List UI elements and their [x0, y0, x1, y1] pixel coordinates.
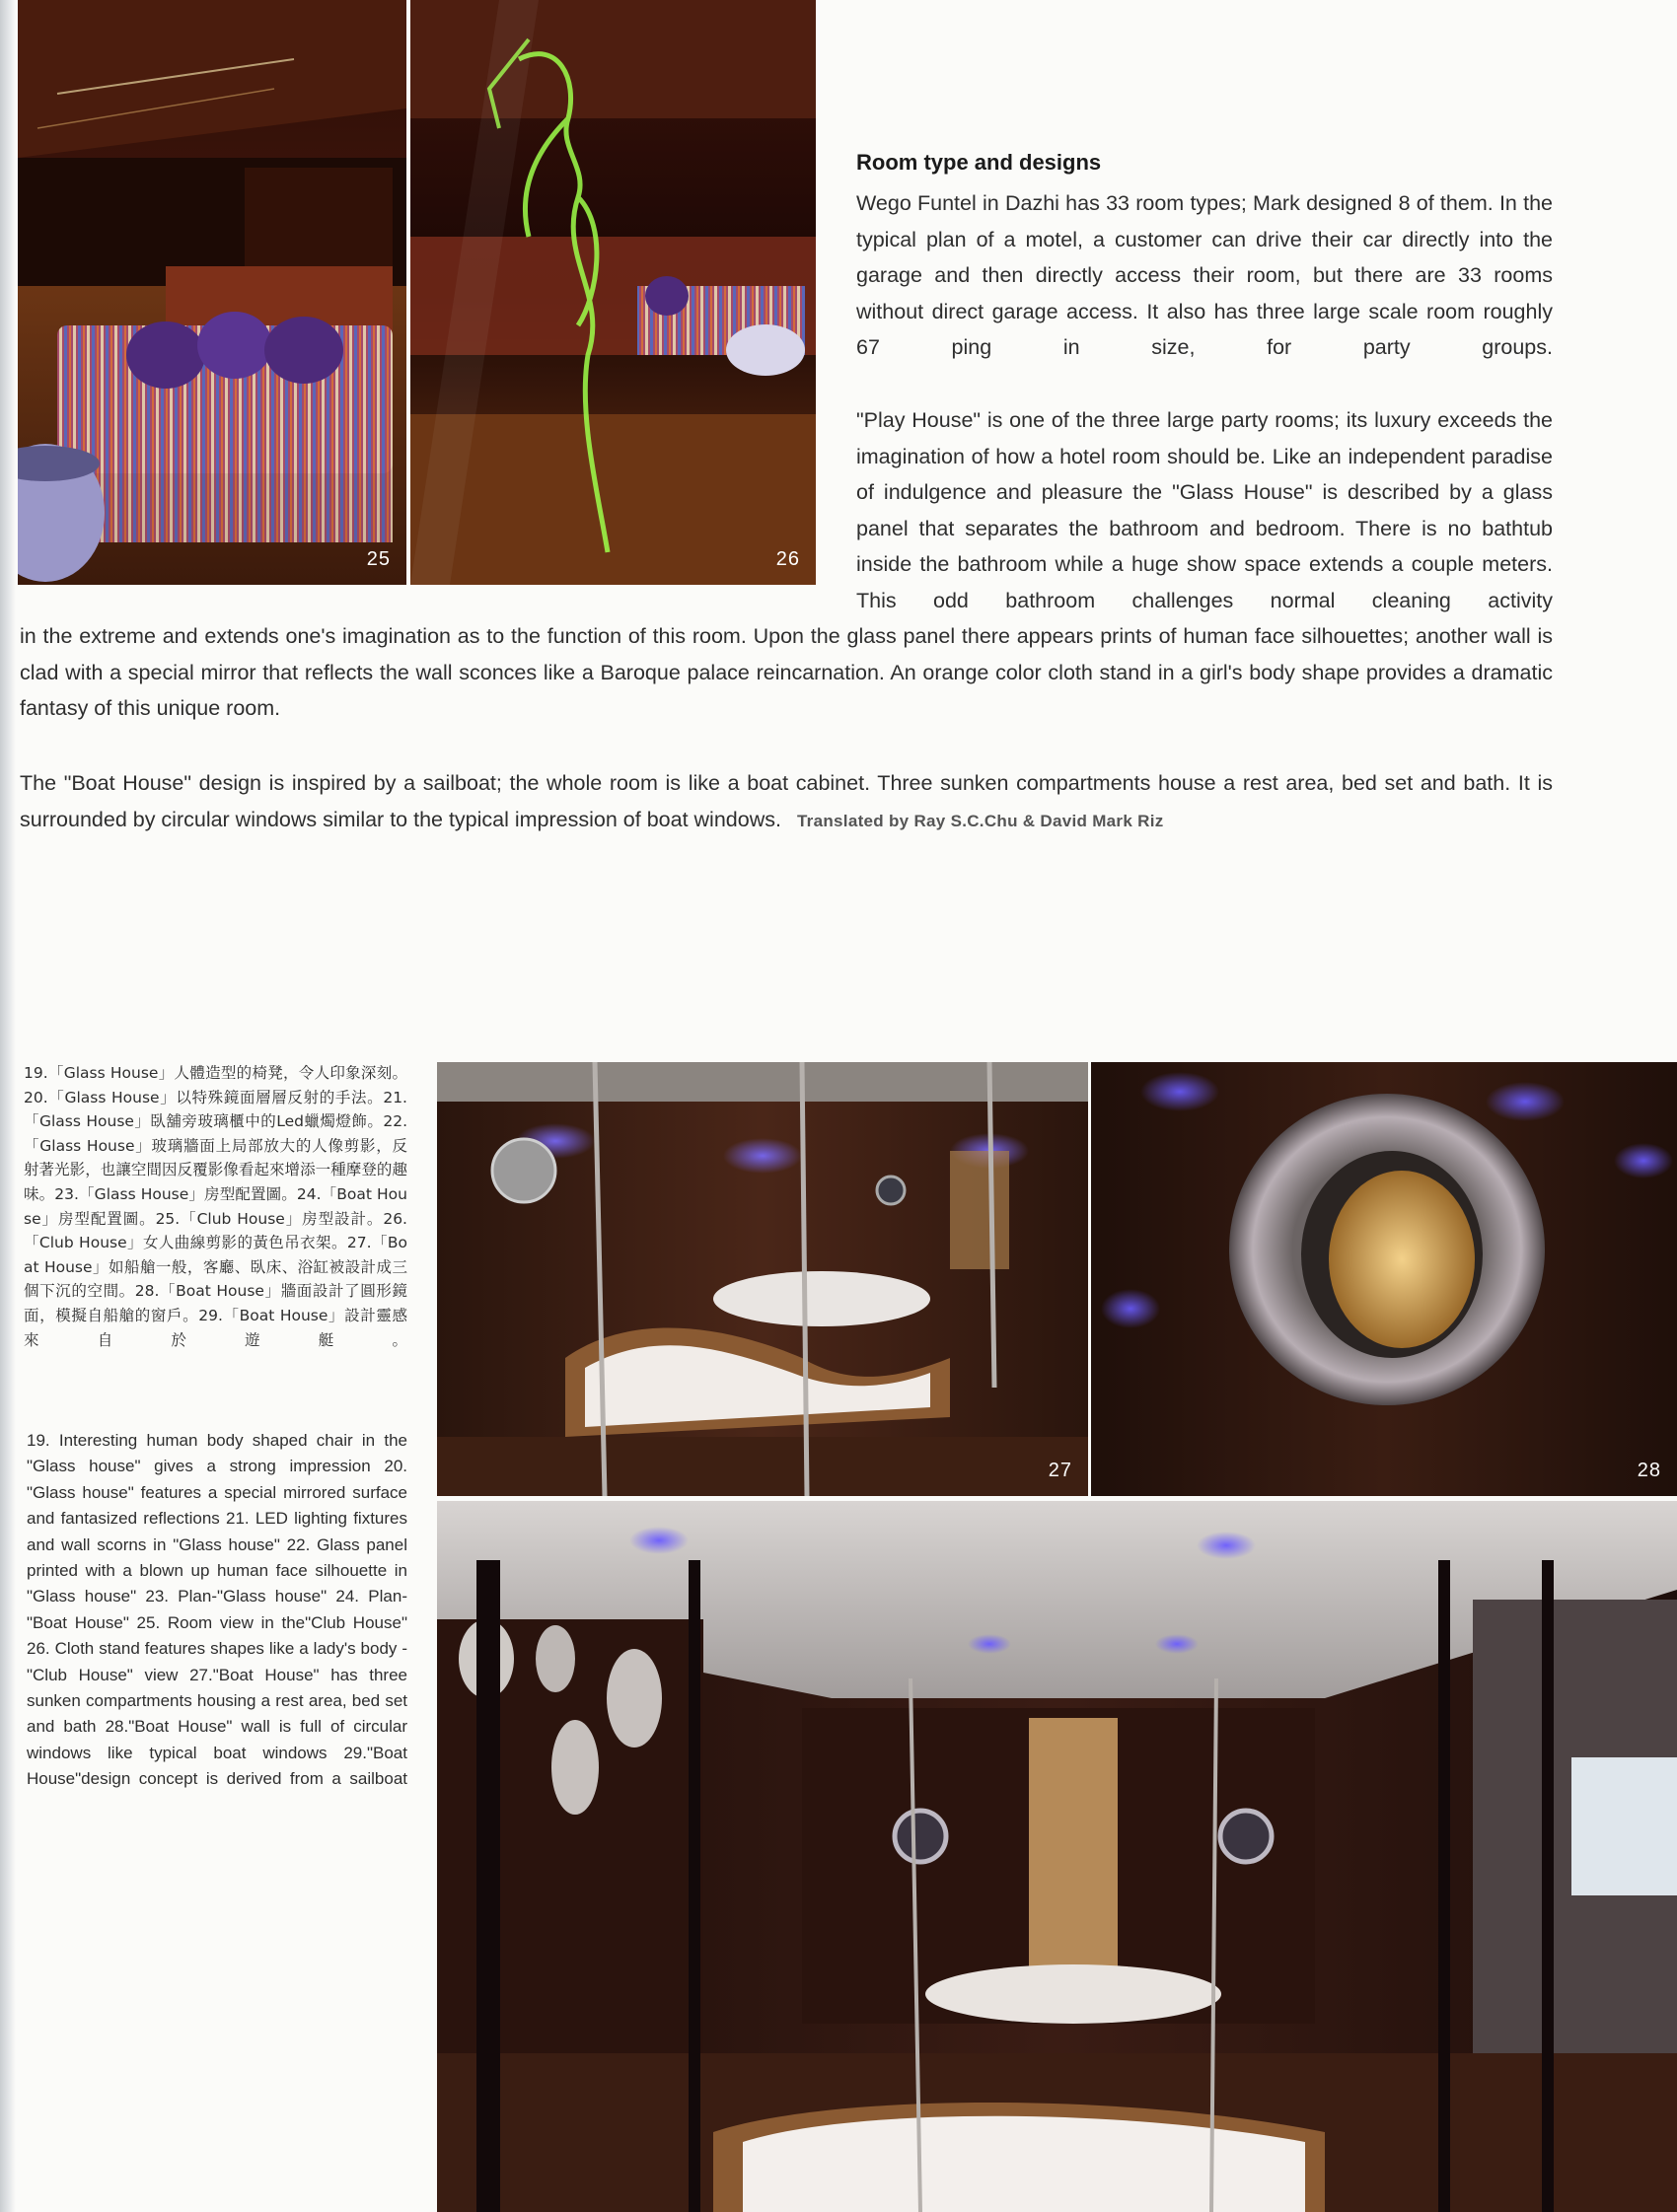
paragraph-text: Wego Funtel in Dazhi has 33 room types; Mark designed 8 of them. In the typical plan of a motel, a customer can drive their car directly into the garage and then directly access their room, but there are 33 rooms without direct garage access. It also has three large scale room roughly 67 ping in size, for party groups. [856, 191, 1553, 360]
photo-25-club-house-lounge [18, 0, 406, 585]
translation-credit: Translated by Ray S.C.Chu & David Mark Riz [796, 811, 1164, 830]
photo-26-cloth-stand [410, 0, 816, 585]
binding-edge [0, 0, 16, 2212]
photo-29-boat-house-interior [437, 1501, 1677, 2212]
paragraph-room-types [856, 185, 1553, 366]
paragraph-play-house-wide [20, 618, 1553, 727]
photo-number: 25 [366, 548, 391, 570]
paragraph-text: "Play House" is one of the three large party rooms; its luxury exceeds the imagination of how a hotel room should be. Like an independent paradise of indulgence and pleasure the "Glass House" is described by a glass panel that separates the bathroom and bedroom. There is no bathtub inside the bathroom while a huge show space extends a couple meters. This odd bathroom challenges normal cleaning activity [856, 408, 1553, 612]
section-heading: Room type and designs [856, 150, 1102, 175]
caption-chinese: 19.「Glass House」人體造型的椅凳，令人印象深刻。20.「Glass House」以特殊鏡面層層反射的手法。21.「Glass House」臥舖旁玻璃櫃中的Led蠟燭燈飾。22.「Glass House」玻璃牆面上局部放大的人像剪影，反射著光影，也讓空間因反覆影像看起來增添一種摩登的趣味。23.「Glass House」房型配置圖。24.「Boat House」房型配置圖。25.「Club House」房型設計。26.「Club House」女人曲線剪影的黃色吊衣架。27.「Boat House」如船艙一般，客廳、臥床、浴缸被設計成三個下沉的空間。28.「Boat House」牆面設計了圓形鏡面，模擬自船艙的窗戶。29.「Boat House」設計靈感來自於遊艇。 [24, 1064, 407, 1349]
paragraph-play-house-narrow [856, 402, 1553, 619]
caption-english: 19. Interesting human body shaped chair in the "Glass house" gives a strong impression 20. "Glass house" features a special mirrored surface and fantasized reflections 21. LED lighting fixtures and wall scorns in "Glass house" 22. Glass panel printed with a blown up human face silhouette in "Glass house" 23. Plan-"Glass house" 24. Plan-"Boat House" 25. Room view in the"Club House" 26. Cloth stand features shapes like a lady's body -"Club House" view 27."Boat House" has three sunken compartments housing a rest area, bed set and bath 28."Boat House" wall is full of circular windows like typical boat windows 29."Boat House"design concept is derived from a sailboat [27, 1431, 407, 1789]
photo-number: 27 [1048, 1460, 1072, 1481]
photo-28-boat-window [1091, 1062, 1677, 1496]
photo-27-boat-house-compartments [437, 1062, 1088, 1496]
photo-number: 28 [1637, 1460, 1661, 1481]
photo-number: 26 [775, 548, 800, 570]
paragraph-boat-house [20, 765, 1553, 839]
paragraph-text: in the extreme and extends one's imagination as to the function of this room. Upon the glass panel there appears prints of human face silhouettes; another wall is clad with a special mirror that reflects the wall sconces like a Baroque palace reincarnation. An orange color cloth stand in a girl's body shape provides a dramatic fantasy of this unique room. [20, 624, 1553, 721]
paragraph-text: The "Boat House" design is inspired by a sailboat; the whole room is like a boat cabinet. Three sunken compartments house a rest area, bed set and bath. It is surrounded by circular windows similar to the typical impression of boat windows. [20, 771, 1553, 831]
